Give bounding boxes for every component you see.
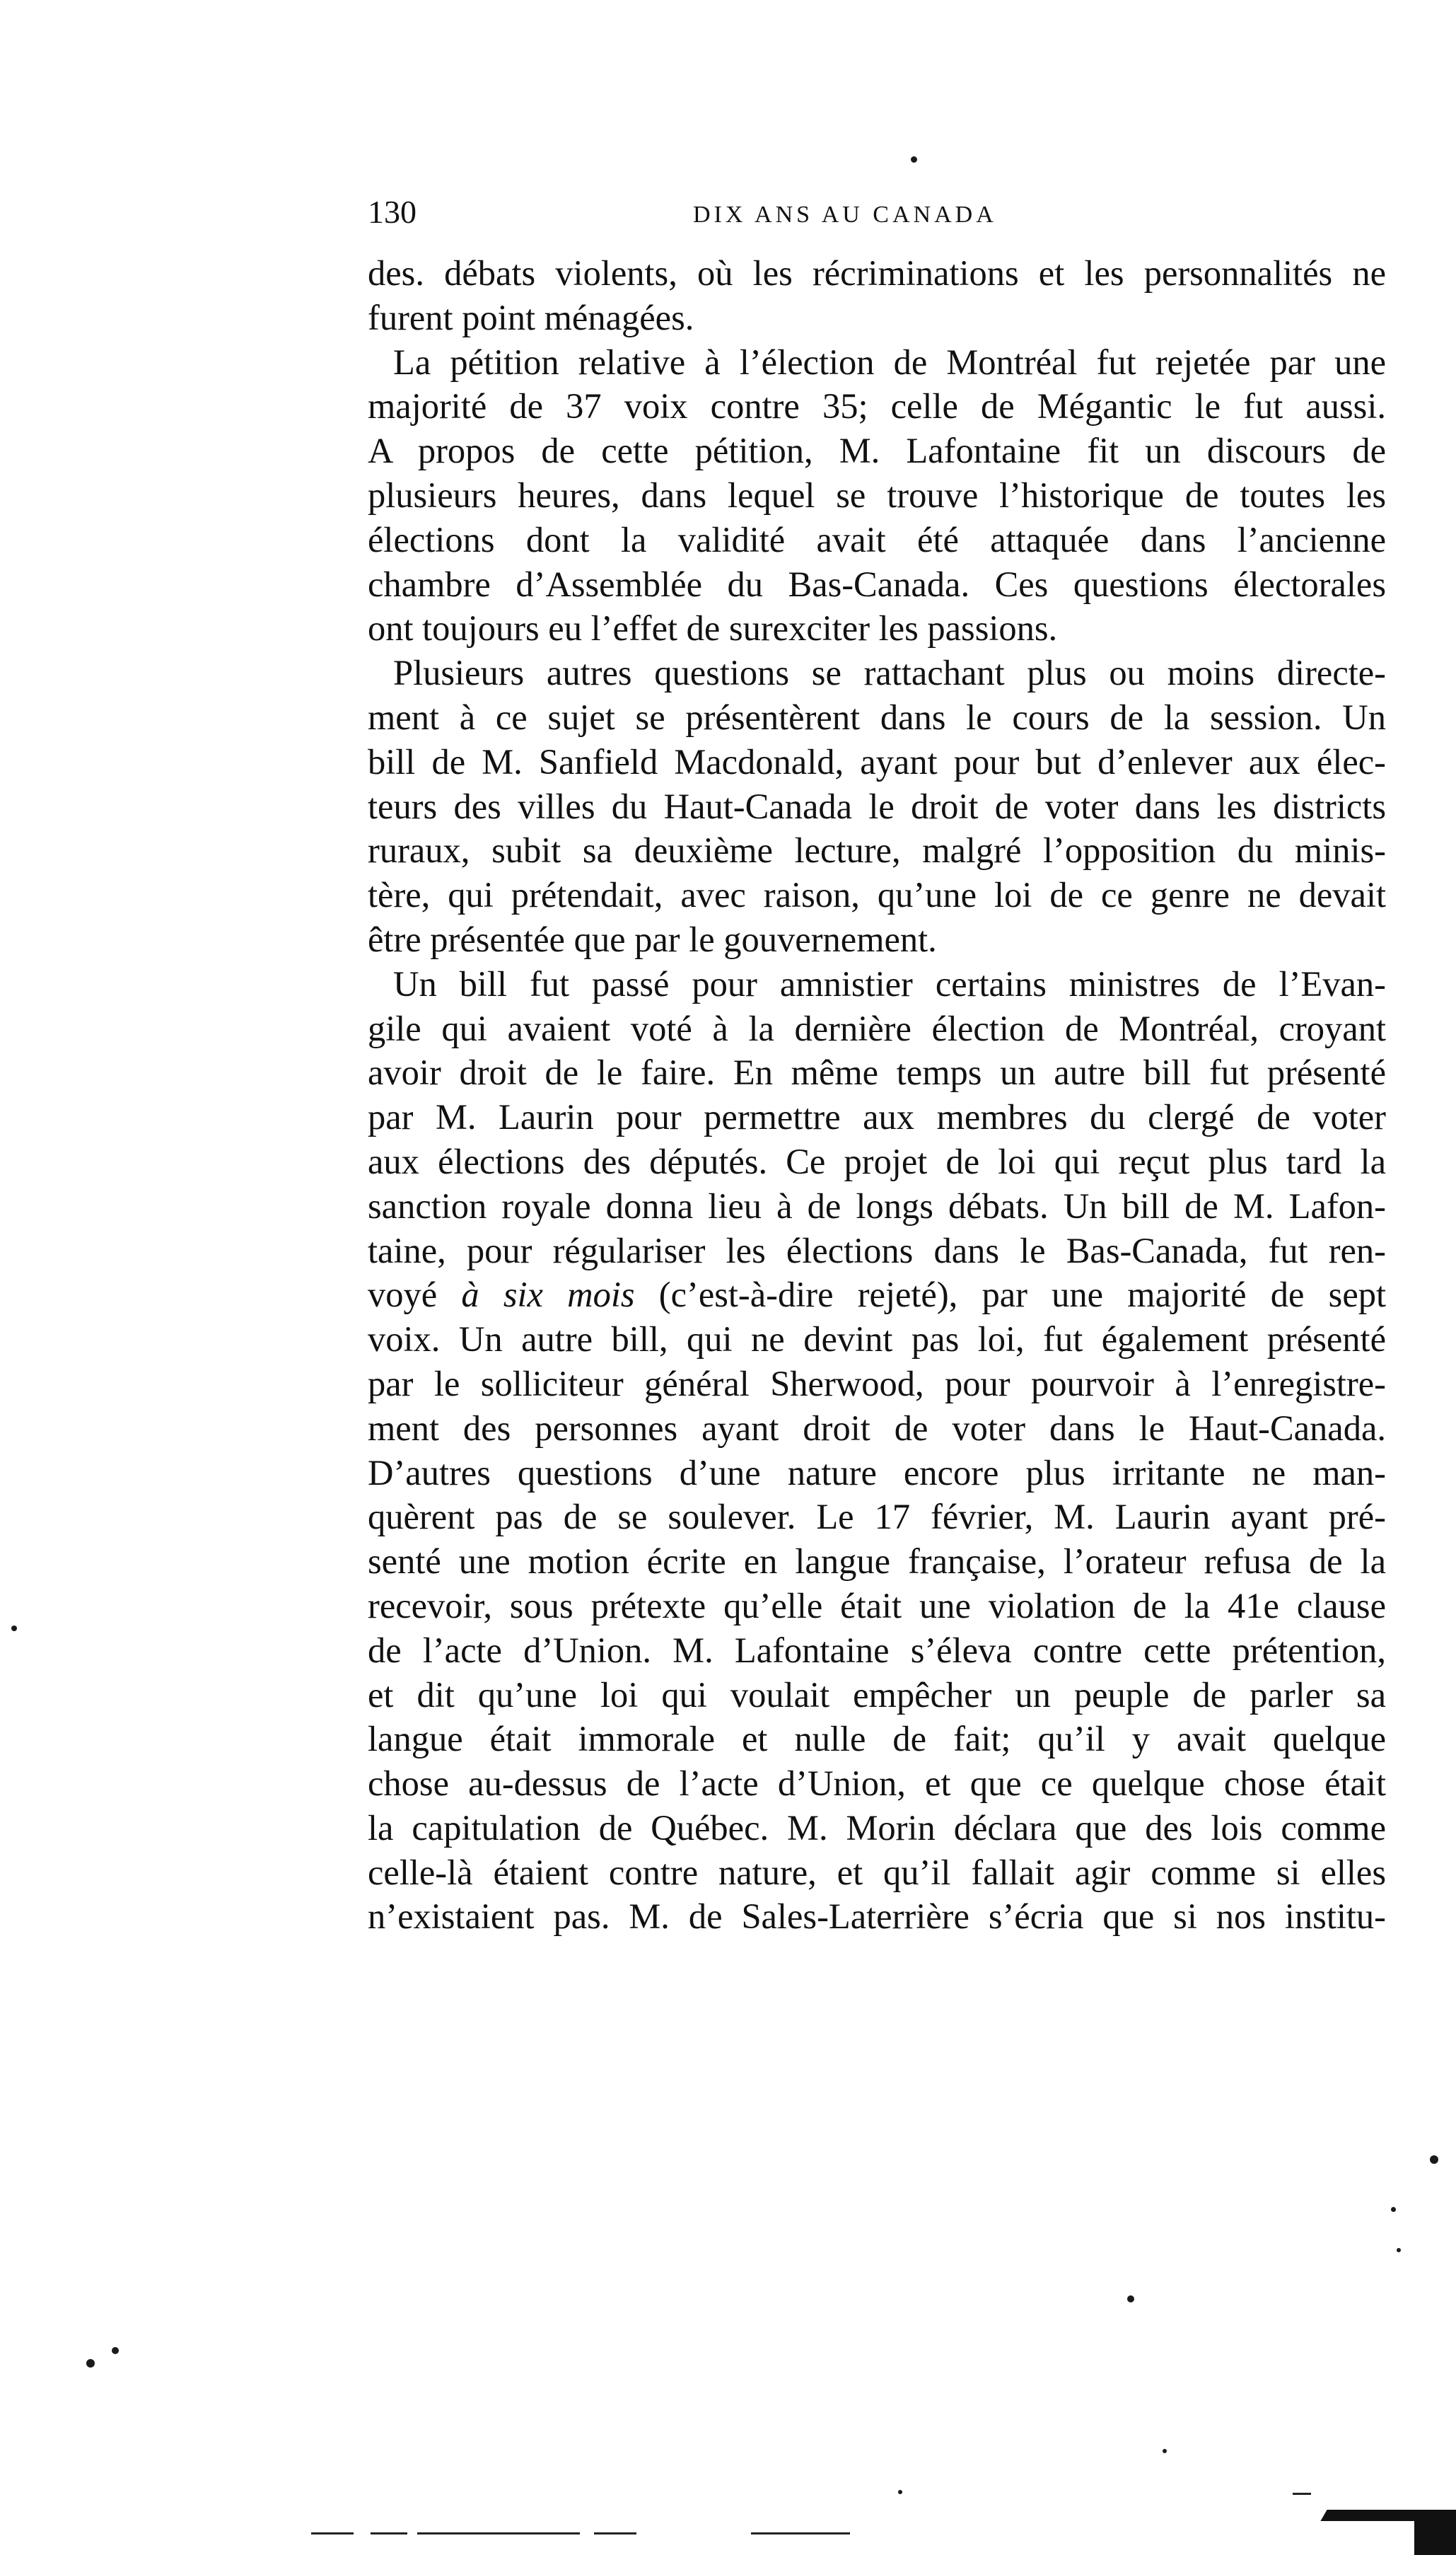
page-number: 130 (368, 194, 417, 230)
text-line: bill de M. Sanfield Macdonald, ayant pour but d’enlever aux élec- (368, 741, 1386, 782)
text-line: aux élections des députés. Ce projet de loi qui reçut plus tard la (368, 1141, 1386, 1181)
scan-dash (371, 2532, 407, 2534)
page-header (368, 191, 1386, 233)
text-line: teurs des villes du Haut-Canada le droit de voter dans les districts (368, 786, 1386, 826)
scan-speck (898, 2490, 902, 2494)
text-line: et dit qu’une loi qui voulait empêcher un peuple de parler sa (368, 1674, 1386, 1715)
body-text (368, 251, 1386, 1939)
text-line: ment à ce sujet se présentèrent dans le cours de la session. Un (368, 697, 1386, 737)
scan-dash (1293, 2493, 1311, 2495)
italic-phrase: à six mois (461, 1275, 635, 1315)
scan-smudge (1414, 2515, 1456, 2555)
text-line: ruraux, subit sa deuxième lecture, malgré l’opposition du minis- (368, 830, 1386, 871)
scan-speck (1163, 2449, 1167, 2453)
text-line: ont toujours eu l’effet de surexciter les passions. (368, 608, 1058, 649)
running-title: DIX ANS AU CANADA (693, 202, 997, 228)
text-line: quèrent pas de se soulever. Le 17 février, M. Laurin ayant pré- (368, 1497, 1386, 1537)
text-line: D’autres questions d’une nature encore plus irritante ne man- (368, 1452, 1386, 1493)
scan-dash (311, 2532, 354, 2534)
text-line: avoir droit de le faire. En même temps un autre bill fut présenté (368, 1053, 1386, 1093)
scan-speck (1127, 2295, 1134, 2302)
text-line: A propos de cette pétition, M. Lafontaine fit un discours de (368, 431, 1386, 471)
text-line: La pétition relative à l’élection de Montréal fut rejetée par une (393, 342, 1386, 382)
scan-dash (417, 2532, 580, 2534)
scan-speck (86, 2359, 95, 2368)
scan-speck (112, 2347, 119, 2354)
text-line: être présentée que par le gouvernement. (368, 919, 937, 959)
text-line: senté une motion écrite en langue française, l’orateur refusa de la (368, 1541, 1386, 1582)
text-line: plusieurs heures, dans lequel se trouve l’historique de toutes les (368, 475, 1386, 515)
text-line: langue était immorale et nulle de fait; qu’il y avait quelque (368, 1719, 1386, 1759)
text-line: gile qui avaient voté à la dernière élection de Montréal, croyant (368, 1008, 1386, 1048)
text-line: taine, pour régulariser les élections dans le Bas-Canada, fut ren- (368, 1230, 1386, 1270)
text-line: celle-là étaient contre nature, et qu’il fallait agir comme si elles (368, 1852, 1386, 1892)
text-line: des. débats violents, où les récriminations et les personnalités ne (368, 253, 1386, 293)
scan-dash (751, 2532, 850, 2534)
text-line: chambre d’Assemblée du Bas-Canada. Ces questions électorales (368, 564, 1386, 604)
scan-speck (911, 156, 917, 163)
text-line: chose au-dessus de l’acte d’Union, et que ce quelque chose était (368, 1763, 1386, 1804)
text-line: furent point ménagées. (368, 297, 694, 337)
text-line: Plusieurs autres questions se rattachant plus ou moins directe- (393, 653, 1386, 693)
text-line: élections dont la validité avait été attaquée dans l’ancienne (368, 519, 1386, 560)
text-line: recevoir, sous prétexte qu’elle était une violation de la 41e clause (368, 1585, 1386, 1626)
scan-speck (1391, 2207, 1396, 2212)
text-line: de l’acte d’Union. M. Lafontaine s’éleva contre cette prétention, (368, 1630, 1386, 1670)
scan-speck (11, 1626, 17, 1631)
scan-dash (594, 2532, 636, 2534)
text-line: par M. Laurin pour permettre aux membres du clergé de voter (368, 1097, 1386, 1137)
text-line: voyé à six mois (c’est-à-dire rejeté), par une majorité de sept (368, 1275, 1387, 1315)
text-line: la capitulation de Québec. M. Morin déclara que des lois comme (368, 1807, 1386, 1848)
text-line: Un bill fut passé pour amnistier certains ministres de l’Evan- (393, 963, 1386, 1004)
text-line: voix. Un autre bill, qui ne devint pas loi, fut également présenté (368, 1319, 1386, 1360)
scan-speck (1397, 2248, 1401, 2252)
text-line: par le solliciteur général Sherwood, pour pourvoir à l’enregistre- (368, 1363, 1386, 1403)
text-line: n’existaient pas. M. de Sales-Laterrière s’écria que si nos institu- (368, 1896, 1386, 1937)
text-line: sanction royale donna lieu à de longs débats. Un bill de M. Lafon- (368, 1186, 1386, 1226)
text-line: majorité de 37 voix contre 35; celle de Mégantic le fut aussi. (368, 386, 1386, 427)
text-line: ment des personnes ayant droit de voter dans le Haut-Canada. (368, 1408, 1386, 1448)
scan-speck (1430, 2155, 1438, 2164)
text-line: tère, qui prétendait, avec raison, qu’une loi de ce genre ne devait (368, 875, 1386, 915)
